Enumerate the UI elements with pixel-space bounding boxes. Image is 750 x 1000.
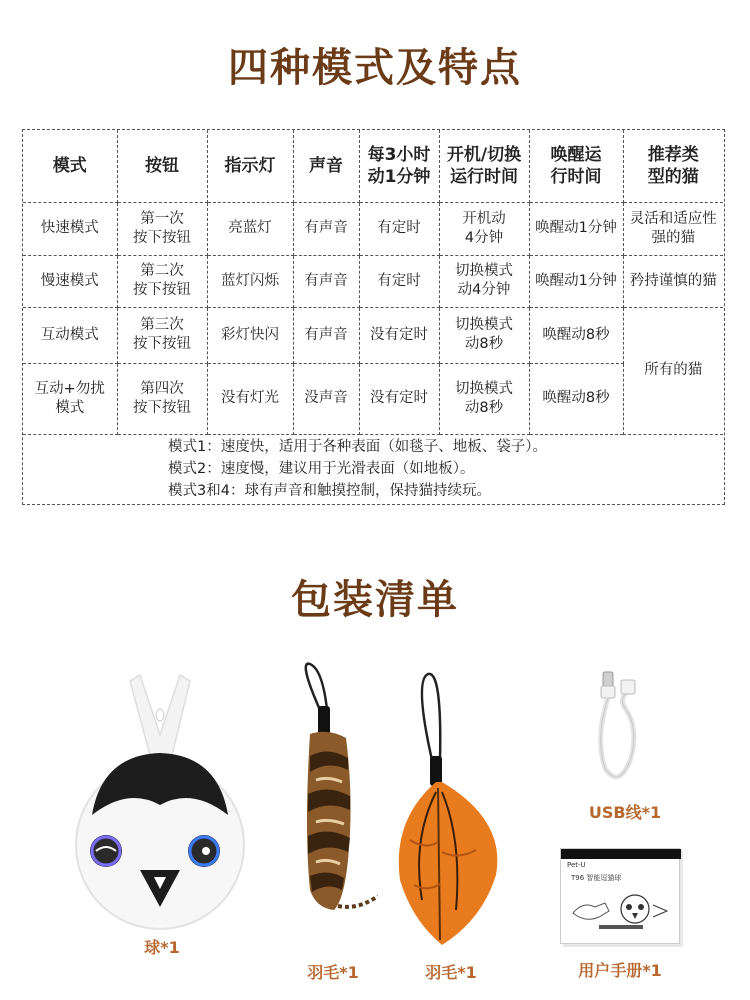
item-label: 羽毛*1 bbox=[425, 963, 477, 982]
header-button: 按钮 bbox=[117, 130, 207, 202]
table-row bbox=[23, 307, 723, 363]
item-label: 球*1 bbox=[144, 938, 180, 957]
cell-light: 蓝灯闪烁 bbox=[207, 255, 293, 307]
cell-hourly: 有定时 bbox=[359, 202, 439, 255]
header-wake: 唤醒运 行时间 bbox=[529, 130, 623, 202]
cell-sound: 没声音 bbox=[293, 363, 359, 434]
modes-section-title: 四种模式及特点 bbox=[228, 45, 522, 91]
orange-feather-icon bbox=[392, 670, 510, 955]
header-cat: 推荐类 型的猫 bbox=[623, 130, 723, 202]
cell-hourly: 没有定时 bbox=[359, 307, 439, 363]
cell-button: 第二次 按下按钮 bbox=[117, 255, 207, 307]
cell-runtime: 开机动 4分钟 bbox=[439, 202, 529, 255]
manual-illustration-icon bbox=[569, 883, 673, 933]
package-item-fur-tail bbox=[288, 660, 378, 982]
cell-light: 亮蓝灯 bbox=[207, 202, 293, 255]
cell-button: 第三次 按下按钮 bbox=[117, 307, 207, 363]
table-row bbox=[23, 255, 723, 307]
owl-ball-icon bbox=[72, 675, 252, 955]
cell-light: 彩灯快闪 bbox=[207, 307, 293, 363]
cell-runtime: 切换模式 动4分钟 bbox=[439, 255, 529, 307]
note-line: 模式3和4：球有声音和触摸控制，保持猫持续玩。 bbox=[168, 483, 491, 499]
usb-cable-icon bbox=[575, 668, 675, 793]
mode-notes bbox=[168, 436, 708, 502]
package-item-usb-cable bbox=[575, 668, 675, 820]
table-row bbox=[23, 202, 723, 255]
cell-wake: 唤醒动1分钟 bbox=[529, 202, 623, 255]
cell-cat: 所有的猫 bbox=[623, 307, 723, 434]
header-runtime: 开机/切换 运行时间 bbox=[439, 130, 529, 202]
cell-cat: 矜持谨慎的猫 bbox=[623, 255, 723, 307]
cell-button: 第一次 按下按钮 bbox=[117, 202, 207, 255]
table-row bbox=[23, 363, 723, 434]
cell-sound: 有声音 bbox=[293, 255, 359, 307]
cell-light: 没有灯光 bbox=[207, 363, 293, 434]
item-label: 用户手册*1 bbox=[578, 961, 662, 980]
cell-button: 第四次 按下按钮 bbox=[117, 363, 207, 434]
manual-brand: Pet-U bbox=[567, 861, 586, 869]
cell-runtime: 切换模式 动8秒 bbox=[439, 307, 529, 363]
striped-fur-tail-icon bbox=[288, 660, 378, 950]
cell-sound: 有声音 bbox=[293, 307, 359, 363]
cell-runtime: 切换模式 动8秒 bbox=[439, 363, 529, 434]
cell-hourly: 有定时 bbox=[359, 255, 439, 307]
cell-mode: 快速模式 bbox=[23, 202, 117, 255]
cell-wake: 唤醒动8秒 bbox=[529, 307, 623, 363]
package-item-ball bbox=[72, 675, 252, 955]
cell-mode: 慢速模式 bbox=[23, 255, 117, 307]
header-mode: 模式 bbox=[23, 130, 117, 202]
package-item-feather bbox=[392, 670, 510, 982]
cell-wake: 唤醒动8秒 bbox=[529, 363, 623, 434]
header-sound: 声音 bbox=[293, 130, 359, 202]
package-section-title: 包装清单 bbox=[291, 577, 459, 623]
cell-hourly: 没有定时 bbox=[359, 363, 439, 434]
package-item-manual bbox=[560, 848, 690, 978]
header-light: 指示灯 bbox=[207, 130, 293, 202]
table-header-row bbox=[23, 130, 723, 202]
note-line: 模式2：速度慢，建议用于光滑表面（如地板）。 bbox=[168, 461, 475, 477]
manual-title: T96 智能逗猫球 bbox=[571, 874, 622, 882]
modes-table-frame bbox=[22, 129, 725, 505]
cell-mode: 互动模式 bbox=[23, 307, 117, 363]
cell-mode: 互动+勿扰 模式 bbox=[23, 363, 117, 434]
cell-sound: 有声音 bbox=[293, 202, 359, 255]
item-label: 羽毛*1 bbox=[307, 963, 359, 982]
header-hourly: 每3小时 动1分钟 bbox=[359, 130, 439, 202]
modes-table bbox=[23, 130, 723, 435]
cell-cat: 灵活和适应性 强的猫 bbox=[623, 202, 723, 255]
item-label: USB线*1 bbox=[588, 803, 662, 822]
note-line: 模式1：速度快，适用于各种表面（如毯子、地板、袋子）。 bbox=[168, 439, 547, 455]
manual-booklet-icon bbox=[560, 848, 680, 944]
cell-wake: 唤醒动1分钟 bbox=[529, 255, 623, 307]
